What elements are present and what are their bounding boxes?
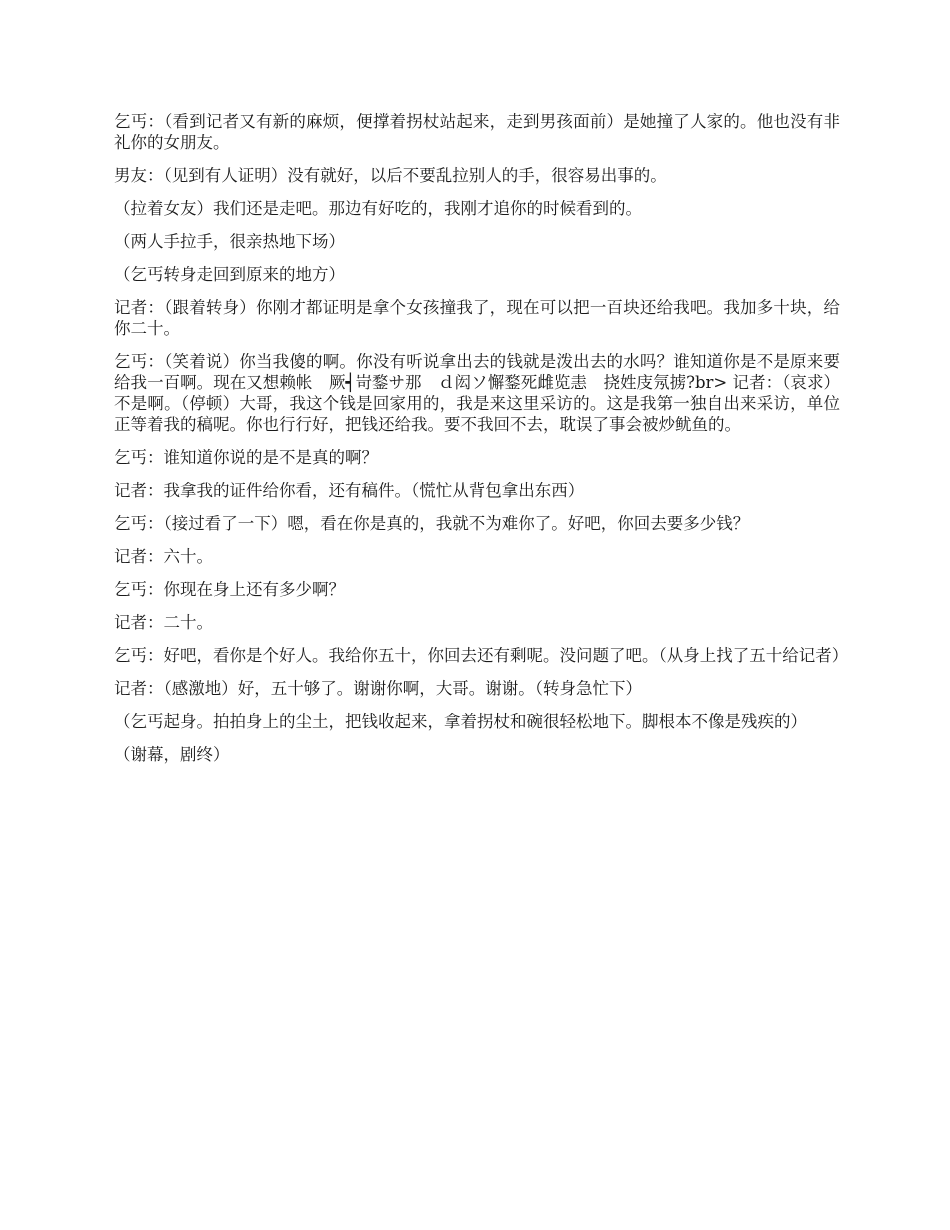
paragraph-reporter-asks: 记者：（跟着转身）你刚才都证明是拿个女孩撞我了，现在可以把一百块还给我吧。我加多十块，给你二十。 xyxy=(114,298,840,338)
paragraph-reporter-shows-id: 记者：我拿我的证件给你看，还有稿件。（慌忙从背包拿出东西） xyxy=(114,481,585,500)
paragraph-stage-exit: （两人手拉手，很亲热地下场） xyxy=(114,232,345,251)
paragraph-reporter-sixty: 记者：六十。 xyxy=(114,547,213,566)
paragraph-beggar-asks: 乞丐：你现在身上还有多少啊？ xyxy=(114,580,345,599)
paragraph-reporter-thanks: 记者：（感激地）好，五十够了。谢谢你啊，大哥。谢谢。（转身急忙下） xyxy=(114,679,642,698)
paragraph-curtain: （谢幕，剧终） xyxy=(114,745,230,764)
paragraph-beggar-returns: （乞丐转身走回到原来的地方） xyxy=(114,265,345,284)
paragraph-beggar-gives: 乞丐：好吧，看你是个好人。我给你五十，你回去还有剩呢。没问题了吧。（从身上找了五十给记者） xyxy=(114,646,849,665)
paragraph-boyfriend-reply: 男友：（见到有人证明）没有就好，以后不要乱拉别人的手，很容易出事的。 xyxy=(114,166,667,185)
paragraph-beggar-intervenes: 乞丐：（看到记者又有新的麻烦，便撑着拐杖站起来，走到男孩面前）是她撞了人家的。他也没有非礼你的女朋友。 xyxy=(114,112,840,152)
paragraph-beggar-relents: 乞丐：（接过看了一下）嗯，看在你是真的，我就不为难你了。好吧，你回去要多少钱？ xyxy=(114,514,750,533)
paragraph-boyfriend-leaves: （拉着女友）我们还是走吧。那边有好吃的，我刚才追你的时候看到的。 xyxy=(114,199,642,218)
paragraph-reporter-twenty: 记者：二十。 xyxy=(114,613,213,632)
document-body xyxy=(114,111,849,777)
paragraph-beggar-walks-off: （乞丐起身。拍拍身上的尘土，把钱收起来，拿着拐杖和碗很轻松地下。脚根本不像是残疾的） xyxy=(114,712,807,731)
paragraph-beggar-doubts: 乞丐：谁知道你说的是不是真的啊？ xyxy=(114,448,378,467)
paragraph-beggar-refuses: 乞丐：（笑着说）你当我傻的啊。你没有听说拿出去的钱就是泼出去的水吗？谁知道你是不是原来要给我一百啊。现在又想赖帐 厥┥岢鍪サ那 ｄ闳ソ懈鍪死雌览恚 挠姓庋氖掳?br> 记者：（哀求）不是啊。（停顿）大哥，我这个钱是回家用的，我是来这里采访的。这是我第一独自出来采访，单位正等着我的稿呢。你也行行好，把钱还给我。要不我回不去，耽误了事会被炒鱿鱼的。 xyxy=(114,352,840,434)
